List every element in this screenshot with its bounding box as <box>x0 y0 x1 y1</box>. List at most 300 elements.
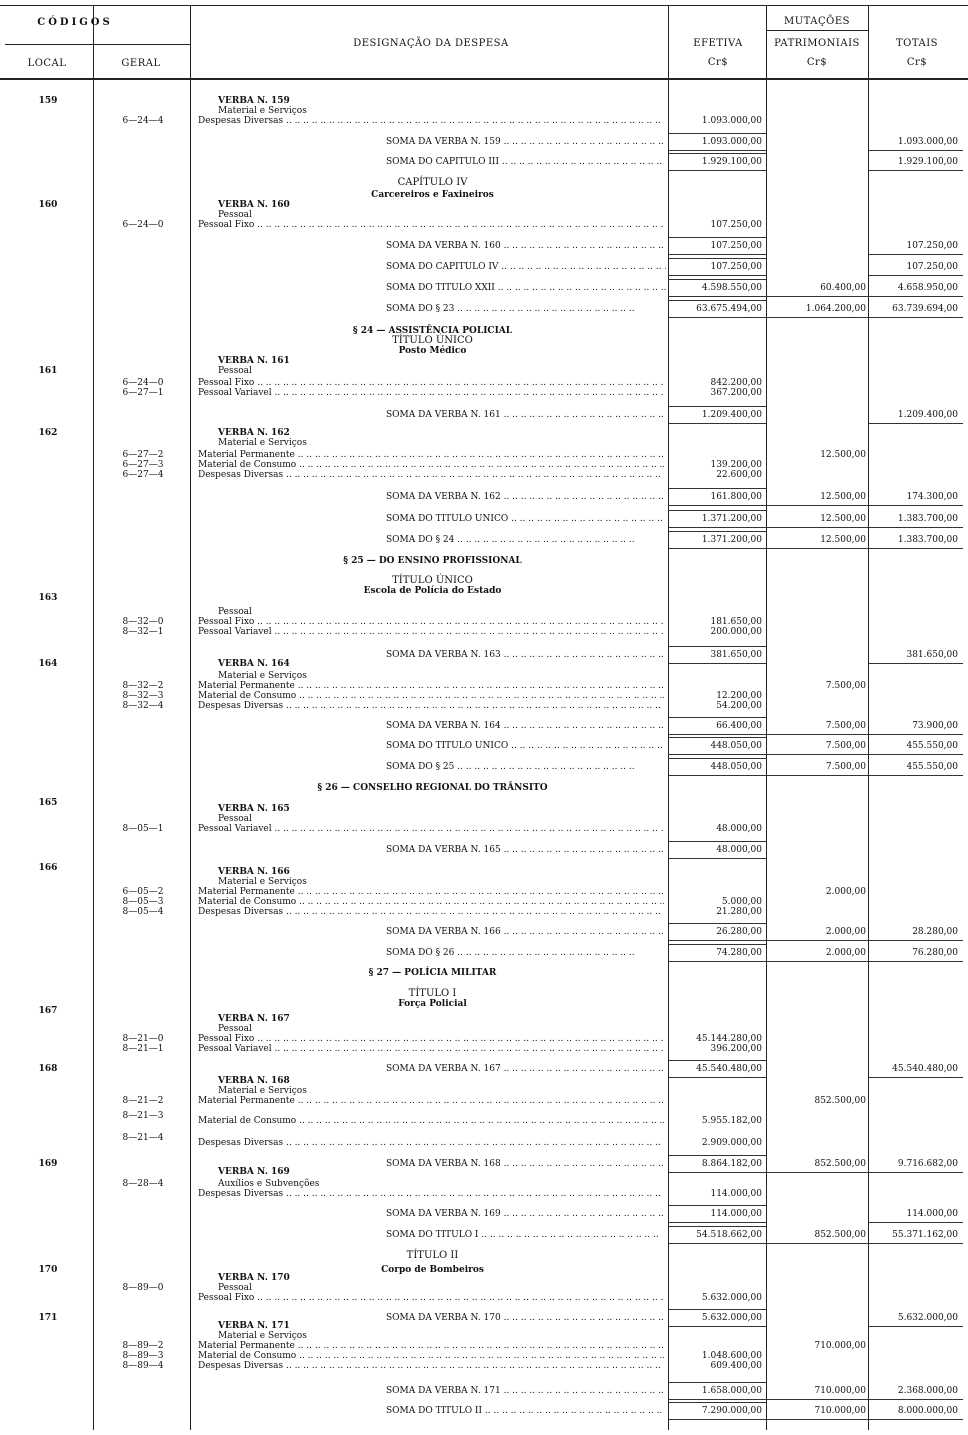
local-code: 164 <box>38 659 58 669</box>
efetiva-value: 48.000,00 <box>716 845 762 855</box>
subtotal-rule <box>868 663 963 664</box>
verba-heading: VERBA N. 168 <box>218 1076 290 1086</box>
mutacoes-value: 710.000,00 <box>814 1386 866 1396</box>
efetiva-value: 5.632.000,00 <box>701 1313 762 1323</box>
subtotal-label: SOMA DO TÍTULO XXII .. .. <box>386 283 666 293</box>
totais-value: 174.300,00 <box>906 492 958 502</box>
totais-value: 114.000,00 <box>906 1209 958 1219</box>
expense-item: Material Permanente .. .. <box>198 450 664 460</box>
section-heading: CAPÍTULO IV <box>397 177 468 188</box>
subtotal-label: SOMA DA VERBA N. 165 .. .. <box>386 845 666 855</box>
efetiva-value: 1.371.200,00 <box>701 535 762 545</box>
header-local: LOCAL <box>27 58 67 69</box>
mutacoes-value: 710.000,00 <box>814 1406 866 1416</box>
geral-code: 8—05—4 <box>122 907 164 917</box>
efetiva-value: 396.200,00 <box>710 1044 762 1054</box>
subtotal-rule <box>868 275 963 276</box>
subtotal-rule <box>868 150 963 151</box>
totais-value: 455.550,00 <box>906 741 958 751</box>
section-heading: Corpo de Bombeiros <box>381 1265 484 1275</box>
efetiva-value: 21.280,00 <box>716 907 762 917</box>
expense-item: Despesas Diversas .. .. <box>198 907 664 917</box>
expense-group: Material e Serviços <box>218 877 307 887</box>
header-patrimoniais: PATRIMONIAIS <box>774 38 860 49</box>
subtotal-label: SOMA DO TÍTULO ÚNICO .. .. <box>386 741 666 751</box>
local-code: 170 <box>38 1265 58 1275</box>
subtotal-label: SOMA DA VERBA N. 159 .. .. <box>386 137 666 147</box>
subtotal-rule <box>868 1399 963 1400</box>
subtotal-rule <box>668 1205 766 1206</box>
subtotal-rule <box>668 505 766 506</box>
mutacoes-value: 852.500,00 <box>814 1159 866 1169</box>
expense-group: Pessoal <box>218 210 252 220</box>
col-rule-mutacoes <box>868 5 869 1430</box>
top-rule <box>0 5 968 6</box>
header-totais: TOTAIS <box>895 38 938 49</box>
expense-item: Despesas Diversas .. .. <box>198 1361 664 1371</box>
efetiva-value: 1.048.600,00 <box>701 1351 762 1361</box>
totais-value: 1.383.700,00 <box>897 535 958 545</box>
subtotal-rule <box>668 1155 766 1156</box>
expense-item: Pessoal Variavel .. .. <box>198 824 664 834</box>
local-code: 165 <box>38 798 58 808</box>
subtotal-rule <box>766 505 868 506</box>
geral-code: 6—27—3 <box>122 460 164 470</box>
geral-code: 8—32—2 <box>122 681 164 691</box>
col-rule-geral <box>190 5 191 1430</box>
expense-group: Pessoal <box>218 1024 252 1034</box>
col-rule-local <box>93 5 94 1430</box>
subtotal-rule <box>868 254 963 255</box>
totais-value: 73.900,00 <box>912 721 958 731</box>
totais-value: 28.280,00 <box>912 927 958 937</box>
efetiva-value: 1.093.000,00 <box>701 137 762 147</box>
efetiva-value: 367.200,00 <box>710 388 762 398</box>
header-totais-currency: Cr$ <box>906 57 928 68</box>
subtotal-rule <box>668 775 766 776</box>
verba-heading: VERBA N. 159 <box>218 96 290 106</box>
section-heading: Escola de Polícia do Estado <box>363 586 502 596</box>
totais-value: 4.658.950,00 <box>897 283 958 293</box>
subtotal-rule <box>766 317 868 318</box>
subtotal-rule <box>668 275 766 276</box>
geral-code: 6—05—2 <box>122 887 164 897</box>
subtotal-rule <box>668 531 766 532</box>
efetiva-value: 5.955.182,00 <box>701 1116 762 1126</box>
expense-item: Material de Consumo .. .. <box>198 897 664 907</box>
geral-code: 8—89—3 <box>122 1351 164 1361</box>
subtotal-rule <box>668 717 766 718</box>
verba-heading: VERBA N. 161 <box>218 356 290 366</box>
efetiva-value: 139.200,00 <box>710 460 762 470</box>
expense-group: Pessoal <box>218 366 252 376</box>
mutacoes-rule <box>766 30 868 31</box>
mutacoes-value: 2.000,00 <box>825 887 866 897</box>
subtotal-rule <box>668 510 766 511</box>
expense-item: Despesas Diversas .. .. <box>198 701 664 711</box>
subtotal-rule <box>668 317 766 318</box>
section-heading: § 24 — ASSISTÊNCIA POLICIAL <box>352 326 513 336</box>
section-heading: Força Policial <box>398 999 467 1009</box>
section-heading: § 26 — CONSELHO REGIONAL DO TRÂNSITO <box>317 783 548 793</box>
subtotal-label: SOMA DO TÍTULO II .. .. <box>386 1406 666 1416</box>
subtotal-label: SOMA DA VERBA N. 170 .. .. <box>386 1313 666 1323</box>
expense-group: Pessoal <box>218 814 252 824</box>
subtotal-label: SOMA DA VERBA N. 167 .. .. <box>386 1064 666 1074</box>
header-efetiva-currency: Cr$ <box>707 57 729 68</box>
efetiva-value: 54.200,00 <box>716 701 762 711</box>
subtotal-label: SOMA DA VERBA N. 164 .. .. <box>386 721 666 731</box>
totais-value: 45.540.480,00 <box>892 1064 958 1074</box>
totais-value: 1.209.400,00 <box>897 410 958 420</box>
subtotal-rule <box>766 548 868 549</box>
geral-code: 8—32—4 <box>122 701 164 711</box>
local-code: 171 <box>38 1313 58 1323</box>
mutacoes-value: 710.000,00 <box>814 1341 866 1351</box>
efetiva-value: 1.929.100,00 <box>701 157 762 167</box>
geral-code: 8—28—4 <box>122 1179 164 1189</box>
efetiva-value: 5.000,00 <box>721 897 762 907</box>
subtotal-rule <box>668 153 766 154</box>
expense-item: Material Permanente .. .. <box>198 1096 664 1106</box>
expense-item: Material Permanente .. .. <box>198 681 664 691</box>
local-code: 168 <box>38 1064 58 1074</box>
mutacoes-value: 12.500,00 <box>820 535 866 545</box>
mutacoes-value: 852.500,00 <box>814 1230 866 1240</box>
codigos-rule <box>5 44 190 45</box>
subtotal-rule <box>868 1222 963 1223</box>
subtotal-rule <box>766 940 868 941</box>
totais-value: 9.716.682,00 <box>897 1159 958 1169</box>
subtotal-rule <box>668 133 766 134</box>
mutacoes-value: 2.000,00 <box>825 948 866 958</box>
geral-code: 8—32—3 <box>122 691 164 701</box>
efetiva-value: 107.250,00 <box>710 241 762 251</box>
subtotal-rule <box>868 1419 963 1420</box>
subtotal-rule <box>868 754 963 755</box>
expense-group: Auxílios e Subvenções <box>218 1179 320 1189</box>
geral-code: 8—21—3 <box>122 1111 164 1121</box>
subtotal-rule <box>868 296 963 297</box>
subtotal-rule <box>868 1243 963 1244</box>
expense-item: Pessoal Fixo .. .. <box>198 1034 664 1044</box>
totais-value: 381.650,00 <box>906 650 958 660</box>
subtotal-rule <box>668 150 766 151</box>
subtotal-rule <box>668 1226 766 1227</box>
mutacoes-value: 12.500,00 <box>820 450 866 460</box>
subtotal-label: SOMA DO CAPÍTULO III .. .. <box>386 157 666 167</box>
subtotal-rule <box>668 1309 766 1310</box>
subtotal-rule <box>668 406 766 407</box>
subtotal-rule <box>668 527 766 528</box>
subtotal-rule <box>668 858 766 859</box>
geral-code: 8—89—4 <box>122 1361 164 1371</box>
verba-heading: VERBA N. 165 <box>218 804 290 814</box>
expense-item: Pessoal Variavel .. .. <box>198 388 664 398</box>
efetiva-value: 107.250,00 <box>710 220 762 230</box>
section-heading: TÍTULO ÚNICO <box>392 575 473 586</box>
subtotal-rule <box>668 300 766 301</box>
expense-item: Material de Consumo .. .. <box>198 460 664 470</box>
subtotal-rule <box>668 663 766 664</box>
efetiva-value: 7.290.000,00 <box>701 1406 762 1416</box>
expense-item: Pessoal Variavel .. .. <box>198 627 664 637</box>
expense-item: Material de Consumo .. .. <box>198 1351 664 1361</box>
local-code: 159 <box>38 96 58 106</box>
geral-code: 8—21—4 <box>122 1133 164 1143</box>
subtotal-rule <box>868 527 963 528</box>
subtotal-rule <box>668 1243 766 1244</box>
subtotal-label: SOMA DA VERBA N. 166 .. .. <box>386 927 666 937</box>
expense-group: Material e Serviços <box>218 1086 307 1096</box>
efetiva-value: 2.909.000,00 <box>701 1138 762 1148</box>
subtotal-rule <box>868 1077 963 1078</box>
subtotal-label: SOMA DA VERBA N. 163 .. .. <box>386 650 666 660</box>
mutacoes-value: 7.500,00 <box>825 721 866 731</box>
expense-item: Pessoal Variavel .. .. <box>198 1044 664 1054</box>
subtotal-rule <box>668 1172 766 1173</box>
local-code: 166 <box>38 863 58 873</box>
mutacoes-value: 852.500,00 <box>814 1096 866 1106</box>
expense-item: Despesas Diversas .. .. <box>198 470 664 480</box>
header-designacao: DESIGNAÇÃO DA DESPESA <box>353 38 509 49</box>
section-heading: TÍTULO II <box>406 1250 459 1261</box>
efetiva-value: 12.200,00 <box>716 691 762 701</box>
header-mutacoes: MUTAÇÕES <box>783 16 850 27</box>
section-heading: TÍTULO I <box>408 988 457 999</box>
subtotal-label: SOMA DO CAPÍTULO IV .. .. <box>386 262 666 272</box>
geral-code: 6—24—0 <box>122 220 164 230</box>
subtotal-rule <box>668 737 766 738</box>
section-heading: TÍTULO ÚNICO <box>392 335 473 346</box>
verba-heading: VERBA N. 164 <box>218 659 290 669</box>
subtotal-label: SOMA DA VERBA N. 161 .. .. <box>386 410 666 420</box>
verba-heading: VERBA N. 169 <box>218 1167 290 1177</box>
section-heading: § 27 — POLÍCIA MILITAR <box>368 968 497 978</box>
subtotal-rule <box>668 1326 766 1327</box>
expense-group: Material e Serviços <box>218 438 307 448</box>
subtotal-rule <box>868 1172 963 1173</box>
totais-value: 55.371.162,00 <box>892 1230 958 1240</box>
totais-value: 107.250,00 <box>906 241 958 251</box>
totais-value: 1.383.700,00 <box>897 514 958 524</box>
subtotal-rule <box>668 646 766 647</box>
efetiva-value: 5.632.000,00 <box>701 1293 762 1303</box>
expense-item: Pessoal Fixo .. .. <box>198 617 664 627</box>
subtotal-rule <box>766 1399 868 1400</box>
subtotal-rule <box>766 775 868 776</box>
geral-code: 8—21—1 <box>122 1044 164 1054</box>
expense-item: Despesas Diversas .. .. <box>198 116 664 126</box>
efetiva-value: 74.280,00 <box>716 948 762 958</box>
subtotal-rule <box>668 488 766 489</box>
subtotal-rule <box>766 1172 868 1173</box>
geral-code: 8—32—0 <box>122 617 164 627</box>
totais-value: 107.250,00 <box>906 262 958 272</box>
subtotal-rule <box>668 841 766 842</box>
expense-item: Pessoal Fixo .. .. <box>198 1293 664 1303</box>
mutacoes-value: 2.000,00 <box>825 927 866 937</box>
mutacoes-value: 12.500,00 <box>820 492 866 502</box>
mutacoes-value: 12.500,00 <box>820 514 866 524</box>
geral-code: 8—21—0 <box>122 1034 164 1044</box>
geral-code: 8—89—2 <box>122 1341 164 1351</box>
subtotal-rule <box>868 961 963 962</box>
subtotal-rule <box>668 237 766 238</box>
header-efetiva: EFETIVA <box>693 38 743 49</box>
subtotal-rule <box>868 505 963 506</box>
geral-code: 8—32—1 <box>122 627 164 637</box>
local-code: 160 <box>38 200 58 210</box>
verba-heading: VERBA N. 171 <box>218 1321 290 1331</box>
efetiva-value: 45.540.480,00 <box>696 1064 762 1074</box>
efetiva-value: 114.000,00 <box>710 1209 762 1219</box>
subtotal-rule <box>868 775 963 776</box>
efetiva-value: 381.650,00 <box>710 650 762 660</box>
section-heading: § 25 — DO ENSINO PROFISSIONAL <box>343 556 522 566</box>
subtotal-rule <box>668 1419 766 1420</box>
subtotal-rule <box>668 754 766 755</box>
subtotal-label: SOMA DO § 23 .. .. <box>386 304 666 314</box>
subtotal-rule <box>668 1402 766 1403</box>
local-code: 169 <box>38 1159 58 1169</box>
subtotal-rule <box>668 279 766 280</box>
subtotal-label: SOMA DA VERBA N. 168 .. .. <box>386 1159 666 1169</box>
geral-code: 6—24—0 <box>122 378 164 388</box>
expense-item: Despesas Diversas .. .. <box>198 1189 664 1199</box>
totais-value: 63.739.694,00 <box>892 304 958 314</box>
verba-heading: VERBA N. 162 <box>218 428 290 438</box>
efetiva-value: 45.144.280,00 <box>696 1034 762 1044</box>
efetiva-value: 181.650,00 <box>710 617 762 627</box>
subtotal-rule <box>766 734 868 735</box>
efetiva-value: 8.864.182,00 <box>701 1159 762 1169</box>
expense-group: Pessoal <box>218 1283 252 1293</box>
expense-group: Material e Serviços <box>218 671 307 681</box>
subtotal-rule <box>668 254 766 255</box>
efetiva-value: 448.050,00 <box>710 741 762 751</box>
mutacoes-value: 7.500,00 <box>825 741 866 751</box>
subtotal-rule <box>868 734 963 735</box>
expense-group: Material e Serviços <box>218 1331 307 1341</box>
efetiva-value: 448.050,00 <box>710 762 762 772</box>
subtotal-rule <box>668 1222 766 1223</box>
efetiva-value: 63.675.494,00 <box>696 304 762 314</box>
expense-item: Material Permanente .. .. <box>198 887 664 897</box>
verba-heading: VERBA N. 167 <box>218 1014 290 1024</box>
efetiva-value: 26.280,00 <box>716 927 762 937</box>
geral-code: 6—27—2 <box>122 450 164 460</box>
subtotal-rule <box>868 940 963 941</box>
efetiva-value: 842.200,00 <box>710 378 762 388</box>
efetiva-value: 54.518.662,00 <box>696 1230 762 1240</box>
efetiva-value: 1.658.000,00 <box>701 1386 762 1396</box>
subtotal-label: SOMA DO § 25 .. .. <box>386 762 666 772</box>
expense-item: Despesas Diversas .. .. <box>198 1138 664 1148</box>
efetiva-value: 200.000,00 <box>710 627 762 637</box>
efetiva-value: 1.093.000,00 <box>701 116 762 126</box>
subtotal-rule <box>668 940 766 941</box>
efetiva-value: 66.400,00 <box>716 721 762 731</box>
geral-code: 8—89—0 <box>122 1283 164 1293</box>
expense-group: Material e Serviços <box>218 106 307 116</box>
subtotal-rule <box>766 1243 868 1244</box>
header-mutacoes-currency: Cr$ <box>806 57 828 68</box>
efetiva-value: 48.000,00 <box>716 824 762 834</box>
subtotal-label: SOMA DA VERBA N. 162 .. .. <box>386 492 666 502</box>
header-geral: GERAL <box>121 58 161 69</box>
local-code: 163 <box>38 593 58 603</box>
geral-code: 6—27—4 <box>122 470 164 480</box>
subtotal-label: SOMA DA VERBA N. 171 .. .. <box>386 1386 666 1396</box>
local-code: 167 <box>38 1006 58 1016</box>
geral-code: 8—21—2 <box>122 1096 164 1106</box>
subtotal-label: SOMA DA VERBA N. 160 .. .. <box>386 241 666 251</box>
subtotal-label: SOMA DO TÍTULO I .. .. <box>386 1230 666 1240</box>
totais-value: 76.280,00 <box>912 948 958 958</box>
mutacoes-value: 7.500,00 <box>825 762 866 772</box>
subtotal-label: SOMA DO § 26 .. .. <box>386 948 666 958</box>
subtotal-rule <box>668 1077 766 1078</box>
subtotal-rule <box>868 317 963 318</box>
subtotal-rule <box>668 423 766 424</box>
verba-heading: VERBA N. 166 <box>218 867 290 877</box>
totais-value: 5.632.000,00 <box>897 1313 958 1323</box>
subtotal-rule <box>668 923 766 924</box>
header-bottom-rule <box>0 78 968 80</box>
totais-value: 455.550,00 <box>906 762 958 772</box>
subtotal-rule <box>868 1326 963 1327</box>
geral-code: 8—05—1 <box>122 824 164 834</box>
efetiva-value: 609.400,00 <box>710 1361 762 1371</box>
subtotal-rule <box>766 1419 868 1420</box>
mutacoes-value: 60.400,00 <box>820 283 866 293</box>
expense-item: Pessoal Fixo .. .. <box>198 378 664 388</box>
totais-value: 1.093.000,00 <box>897 137 958 147</box>
subtotal-rule <box>668 1399 766 1400</box>
expense-item: Material Permanente .. .. <box>198 1341 664 1351</box>
expense-item: Material de Consumo .. .. <box>198 1116 664 1126</box>
subtotal-rule <box>668 258 766 259</box>
subtotal-rule <box>868 548 963 549</box>
totais-value: 2.368.000,00 <box>897 1386 958 1396</box>
geral-code: 8—05—3 <box>122 897 164 907</box>
subtotal-label: SOMA DO § 24 .. .. <box>386 535 666 545</box>
expense-group: Pessoal <box>218 607 252 617</box>
subtotal-rule <box>668 548 766 549</box>
expense-item: Material de Consumo .. .. <box>198 691 664 701</box>
subtotal-rule <box>668 961 766 962</box>
subtotal-rule <box>668 758 766 759</box>
mutacoes-value: 1.064.200,00 <box>805 304 866 314</box>
efetiva-value: 4.598.550,00 <box>701 283 762 293</box>
efetiva-value: 22.600,00 <box>716 470 762 480</box>
subtotal-rule <box>766 961 868 962</box>
local-code: 162 <box>38 428 58 438</box>
efetiva-value: 1.371.200,00 <box>701 514 762 524</box>
subtotal-rule <box>766 296 868 297</box>
header-codigos: CÓDIGOS <box>37 17 113 28</box>
subtotal-rule <box>868 170 963 171</box>
subtotal-rule <box>668 1060 766 1061</box>
geral-code: 6—27—1 <box>122 388 164 398</box>
subtotal-label: SOMA DA VERBA N. 169 .. .. <box>386 1209 666 1219</box>
efetiva-value: 1.209.400,00 <box>701 410 762 420</box>
subtotal-label: SOMA DO TÍTULO ÚNICO .. .. <box>386 514 666 524</box>
verba-heading: VERBA N. 160 <box>218 200 290 210</box>
section-heading: Posto Médico <box>398 346 467 356</box>
efetiva-value: 161.800,00 <box>710 492 762 502</box>
